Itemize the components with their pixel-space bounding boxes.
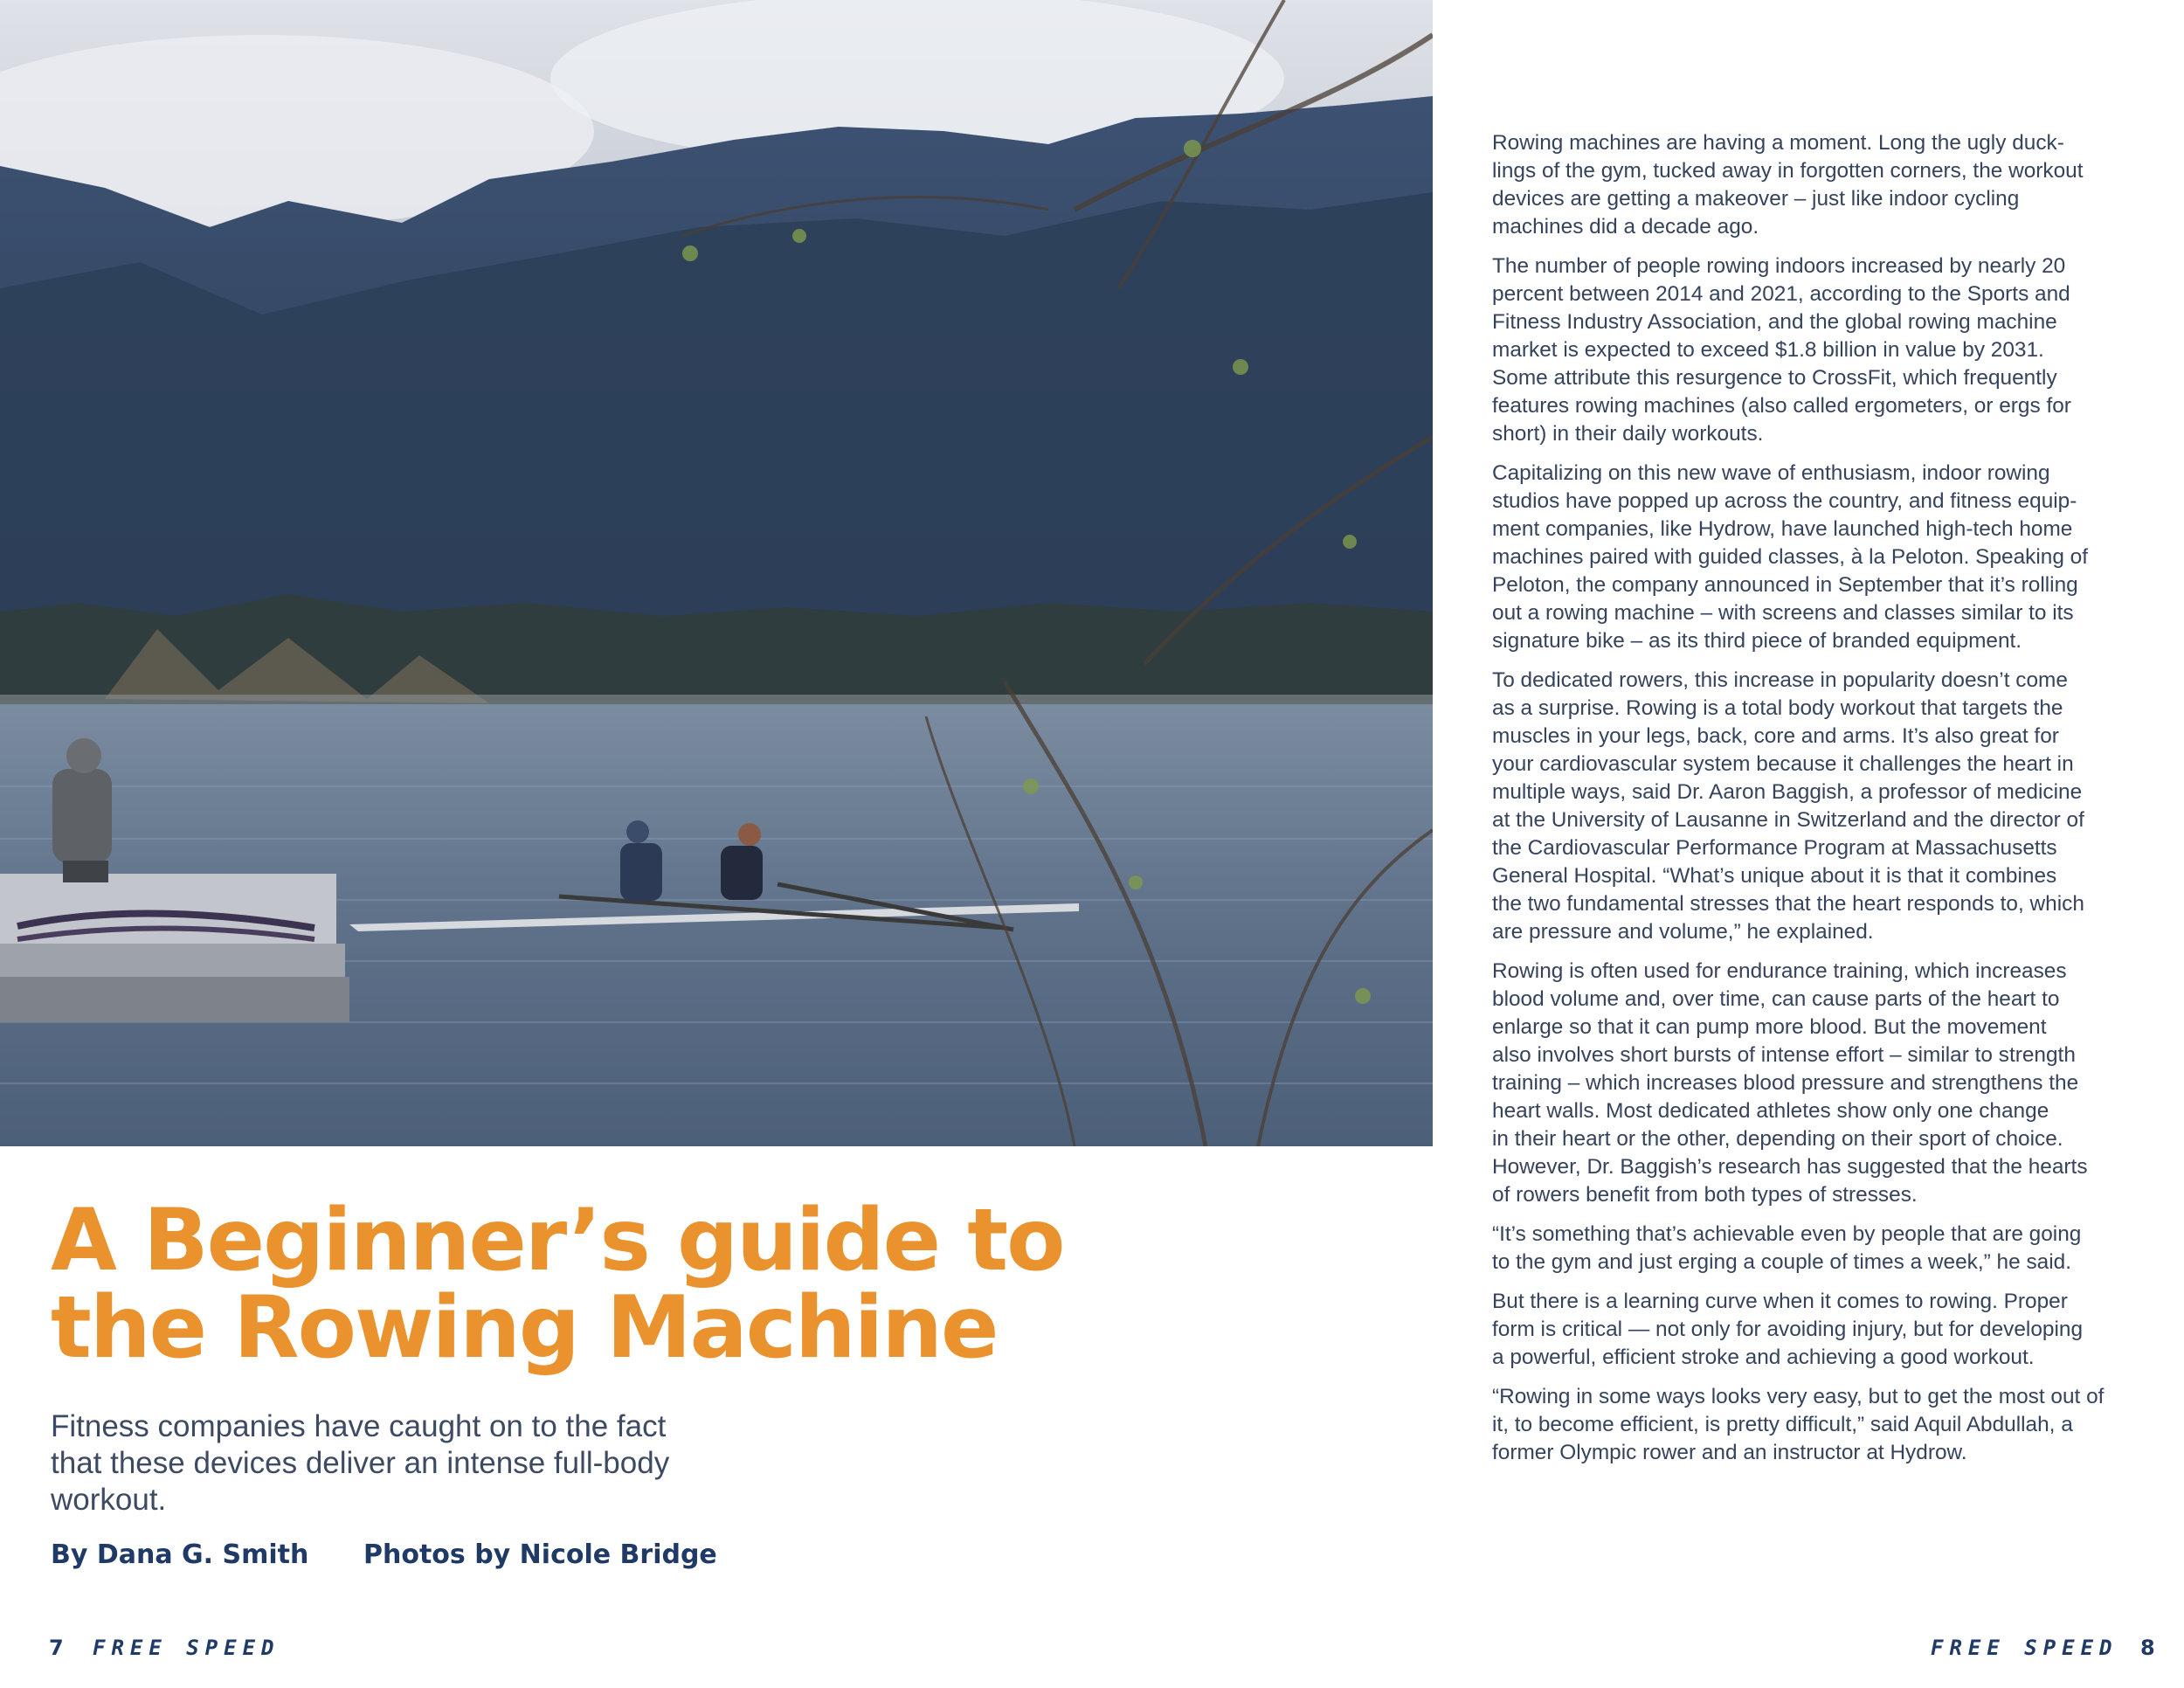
body-paragraph [1492,1288,2156,1372]
body-line: short) in their daily workouts. [1492,422,1764,446]
deck-line: Fitness companies have caught on to the fact [51,1409,667,1443]
body-paragraph [1492,958,2156,1209]
footer-right [1931,1632,2155,1662]
body-line: percent between 2014 and 2021, according to the Sports and [1492,282,2070,306]
body-line: But there is a learning curve when it comes to rowing. Proper [1492,1290,2068,1313]
body-line: out a rowing machine – with screens and classes similar to its [1492,601,2074,625]
body-paragraph [1492,667,2156,946]
body-line: multiple ways, said Dr. Aaron Baggish, a professor of medicine [1492,780,2083,804]
body-line: as a surprise. Rowing is a total body workout that targets the [1492,696,2063,720]
body-line: of rowers benefit from both types of stresses. [1492,1183,1918,1207]
body-paragraph [1492,253,2156,448]
body-line: lings of the gym, tucked away in forgotten corners, the workout [1492,159,2084,183]
title-line: A Beginner’s guide to [51,1191,1064,1290]
body-paragraph [1492,460,2156,655]
body-line: signature bike – as its third piece of branded equipment. [1492,629,2022,653]
body-line: the two fundamental stresses that the heart responds to, which [1492,892,2084,916]
body-line: Rowing is often used for endurance training, which increases [1492,959,2067,983]
body-paragraph [1492,1221,2156,1276]
body-line: Fitness Industry Association, and the global rowing machine [1492,310,2057,334]
body-line: ment companies, like Hydrow, have launched high-tech home [1492,517,2073,541]
body-paragraph [1492,1383,2156,1467]
body-line: However, Dr. Baggish’s research has suggested that the hearts [1492,1155,2088,1179]
body-paragraph [1492,129,2156,241]
footer-left [49,1632,328,1662]
body-line: Peloton, the company announced in September that it’s rolling [1492,573,2078,597]
body-line: former Olympic rower and an instructor at Hydrow. [1492,1441,1967,1464]
body-line: also involves short bursts of intense effort – similar to strength [1492,1043,2076,1067]
body-line: To dedicated rowers, this increase in popularity doesn’t come [1492,668,2068,692]
body-line: market is expected to exceed $1.8 billion in value by 2031. [1492,338,2044,362]
photo-credit: Photos by Nicole Bridge [363,1539,717,1570]
body-line: General Hospital. “What’s unique about it is that it combines [1492,864,2057,888]
brand-wordmark: FREE SPEED [93,1636,280,1660]
title-line: the Rowing Machine [51,1278,998,1378]
body-line: features rowing machines (also called ergometers, or ergs for [1492,394,2071,418]
body-line: devices are getting a makeover – just like indoor cycling [1492,187,2020,211]
hero-photo [0,0,1433,1146]
body-line: training – which increases blood pressure and strengthens the [1492,1071,2079,1095]
body-line: are pressure and volume,” he explained. [1492,920,1874,944]
article-body [1492,129,2156,1478]
article-title [51,1191,1186,1378]
body-line: studios have popped up across the country, and fitness equip- [1492,489,2077,513]
brand-wordmark: FREE SPEED [1931,1636,2118,1660]
page-number: 8 [2140,1636,2155,1660]
body-line: machines did a decade ago. [1492,215,1759,239]
deck-line: that these devices deliver an intense full-body [51,1446,670,1480]
body-line: at the University of Lausanne in Switzerland and the director of [1492,808,2084,832]
body-line: your cardiovascular system because it challenges the heart in [1492,752,2074,776]
body-line: in their heart or the other, depending on their sport of choice. [1492,1127,2063,1151]
body-line: a powerful, efficient stroke and achieving a good workout. [1492,1346,2035,1369]
body-line: blood volume and, over time, can cause parts of the heart to [1492,987,2060,1011]
body-line: the Cardiovascular Performance Program at Massachusetts [1492,836,2057,860]
body-line: machines paired with guided classes, à la Peloton. Speaking of [1492,545,2088,569]
body-line: form is critical — not only for avoiding injury, but for developing [1492,1318,2084,1341]
body-line: to the gym and just erging a couple of times a week,” he said. [1492,1250,2071,1274]
body-line: Capitalizing on this new wave of enthusiasm, indoor rowing [1492,461,2050,485]
body-line: “It’s something that’s achievable even by people that are going [1492,1222,2082,1246]
body-line: it, to become efficient, is pretty difficult,” said Aquil Abdullah, a [1492,1413,2073,1436]
body-line: enlarge so that it can pump more blood. But the movement [1492,1015,2047,1039]
body-line: Rowing machines are having a moment. Long the ugly duck- [1492,131,2064,155]
article-deck [51,1408,732,1519]
page-number: 7 [49,1636,64,1660]
body-line: The number of people rowing indoors increased by nearly 20 [1492,254,2066,278]
deck-line: workout. [51,1483,167,1517]
body-line: Some attribute this resurgence to CrossFit, which frequently [1492,366,2057,390]
rowing-lake-photo [0,0,1433,1146]
body-line: muscles in your legs, back, core and arms. It’s also great for [1492,724,2059,748]
author-credit: By Dana G. Smith [51,1539,309,1570]
body-line: “Rowing in some ways looks very easy, but to get the most out of [1492,1385,2105,1408]
body-line: heart walls. Most dedicated athletes show only one change [1492,1099,2049,1123]
